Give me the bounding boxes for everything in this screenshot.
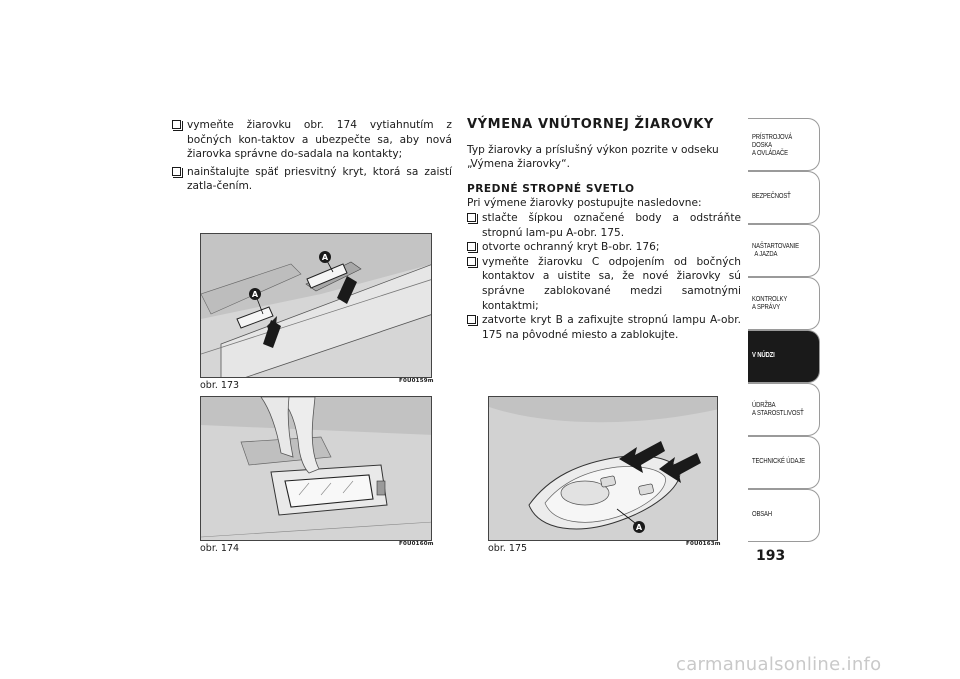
bullet-text: stlačte šípkou označené body a odstráňte stropnú lam-pu A-obr. 175. <box>482 211 741 239</box>
tab-obsah[interactable]: OBSAH <box>748 489 820 542</box>
chapter-tabs <box>748 118 820 542</box>
bullet-item <box>467 255 741 313</box>
figure-code: F0U0163m <box>686 541 721 547</box>
figure-caption: obr. 173 <box>200 380 240 391</box>
checkbox-bullet-icon <box>467 257 476 266</box>
figure-174-image <box>200 396 432 541</box>
figure-caption: obr. 174 <box>200 543 240 554</box>
left-text-column <box>172 118 452 194</box>
subheading: PREDNÉ STROPNÉ SVETLO <box>467 182 635 195</box>
tab-bezpecnost[interactable]: BEZPEČNOSŤ <box>748 171 820 224</box>
bullet-text: vymeňte žiarovku C odpojením od bočných kontaktov a uistite sa, že nové žiarovky sú správne zablokované medzi samotnými kontaktmi; <box>482 255 741 312</box>
figure-caption: obr. 175 <box>488 543 528 554</box>
bullet-item <box>172 165 452 194</box>
figure-label-a: A <box>321 253 329 262</box>
page-number: 193 <box>756 548 786 564</box>
bullet-text: vymeňte žiarovku obr. 174 vytiahnutím z bočných kon-taktov a ubezpečte sa, aby nová žiarovka správne do-sadala na kontakty; <box>187 119 452 161</box>
figure-code: F0U0160m <box>399 541 434 547</box>
figure-label-a: A <box>251 290 259 299</box>
tab-udrzba[interactable]: ÚDRŽBA A STAROSTLIVOSŤ <box>748 383 820 436</box>
bullet-item <box>467 240 741 255</box>
figure-173-image <box>200 233 432 378</box>
bullet-text: otvorte ochranný kryt B-obr. 176; <box>482 241 660 254</box>
tab-kontrolky[interactable]: KONTROLKY A SPRÁVY <box>748 277 820 330</box>
watermark: carmanualsonline.info <box>676 654 882 675</box>
bullet-item <box>467 313 741 342</box>
bullet-item <box>172 118 452 162</box>
tab-technicke-udaje[interactable]: TECHNICKÉ ÚDAJE <box>748 436 820 489</box>
figure-label-a: A <box>635 523 643 532</box>
figure-175-image <box>488 396 718 541</box>
figure-code: F0U0159m <box>399 378 434 384</box>
section-heading: VÝMENA VNÚTORNEJ ŽIAROVKY <box>467 117 714 132</box>
checkbox-bullet-icon <box>467 315 476 324</box>
checkbox-bullet-icon <box>172 120 181 129</box>
checkbox-bullet-icon <box>172 167 181 176</box>
checkbox-bullet-icon <box>467 213 476 222</box>
tab-nastartovanie[interactable]: NAŠTARTOVANIE A JAZDA <box>748 224 820 277</box>
lead-paragraph: Pri výmene žiarovky postupujte nasledovne: <box>467 197 702 210</box>
right-text-column <box>467 118 741 342</box>
tab-v-nudzi[interactable]: V NÚDZI <box>748 330 820 383</box>
intro-paragraph: Typ žiarovky a príslušný výkon pozrite v odseku „Výmena žiarovky“. <box>467 143 719 171</box>
bullet-text: nainštalujte späť priesvitný kryt, ktorá sa zaistí zatla-čením. <box>187 165 452 193</box>
bullet-text: zatvorte kryt B a zafixujte stropnú lampu A-obr. 175 na pôvodné miesto a zablokujte. <box>482 314 741 341</box>
checkbox-bullet-icon <box>467 242 476 251</box>
bullet-item <box>467 211 741 240</box>
tab-pristrojova-doska[interactable]: PRÍSTROJOVÁ DOSKA A OVLÁDAČE <box>748 118 820 171</box>
